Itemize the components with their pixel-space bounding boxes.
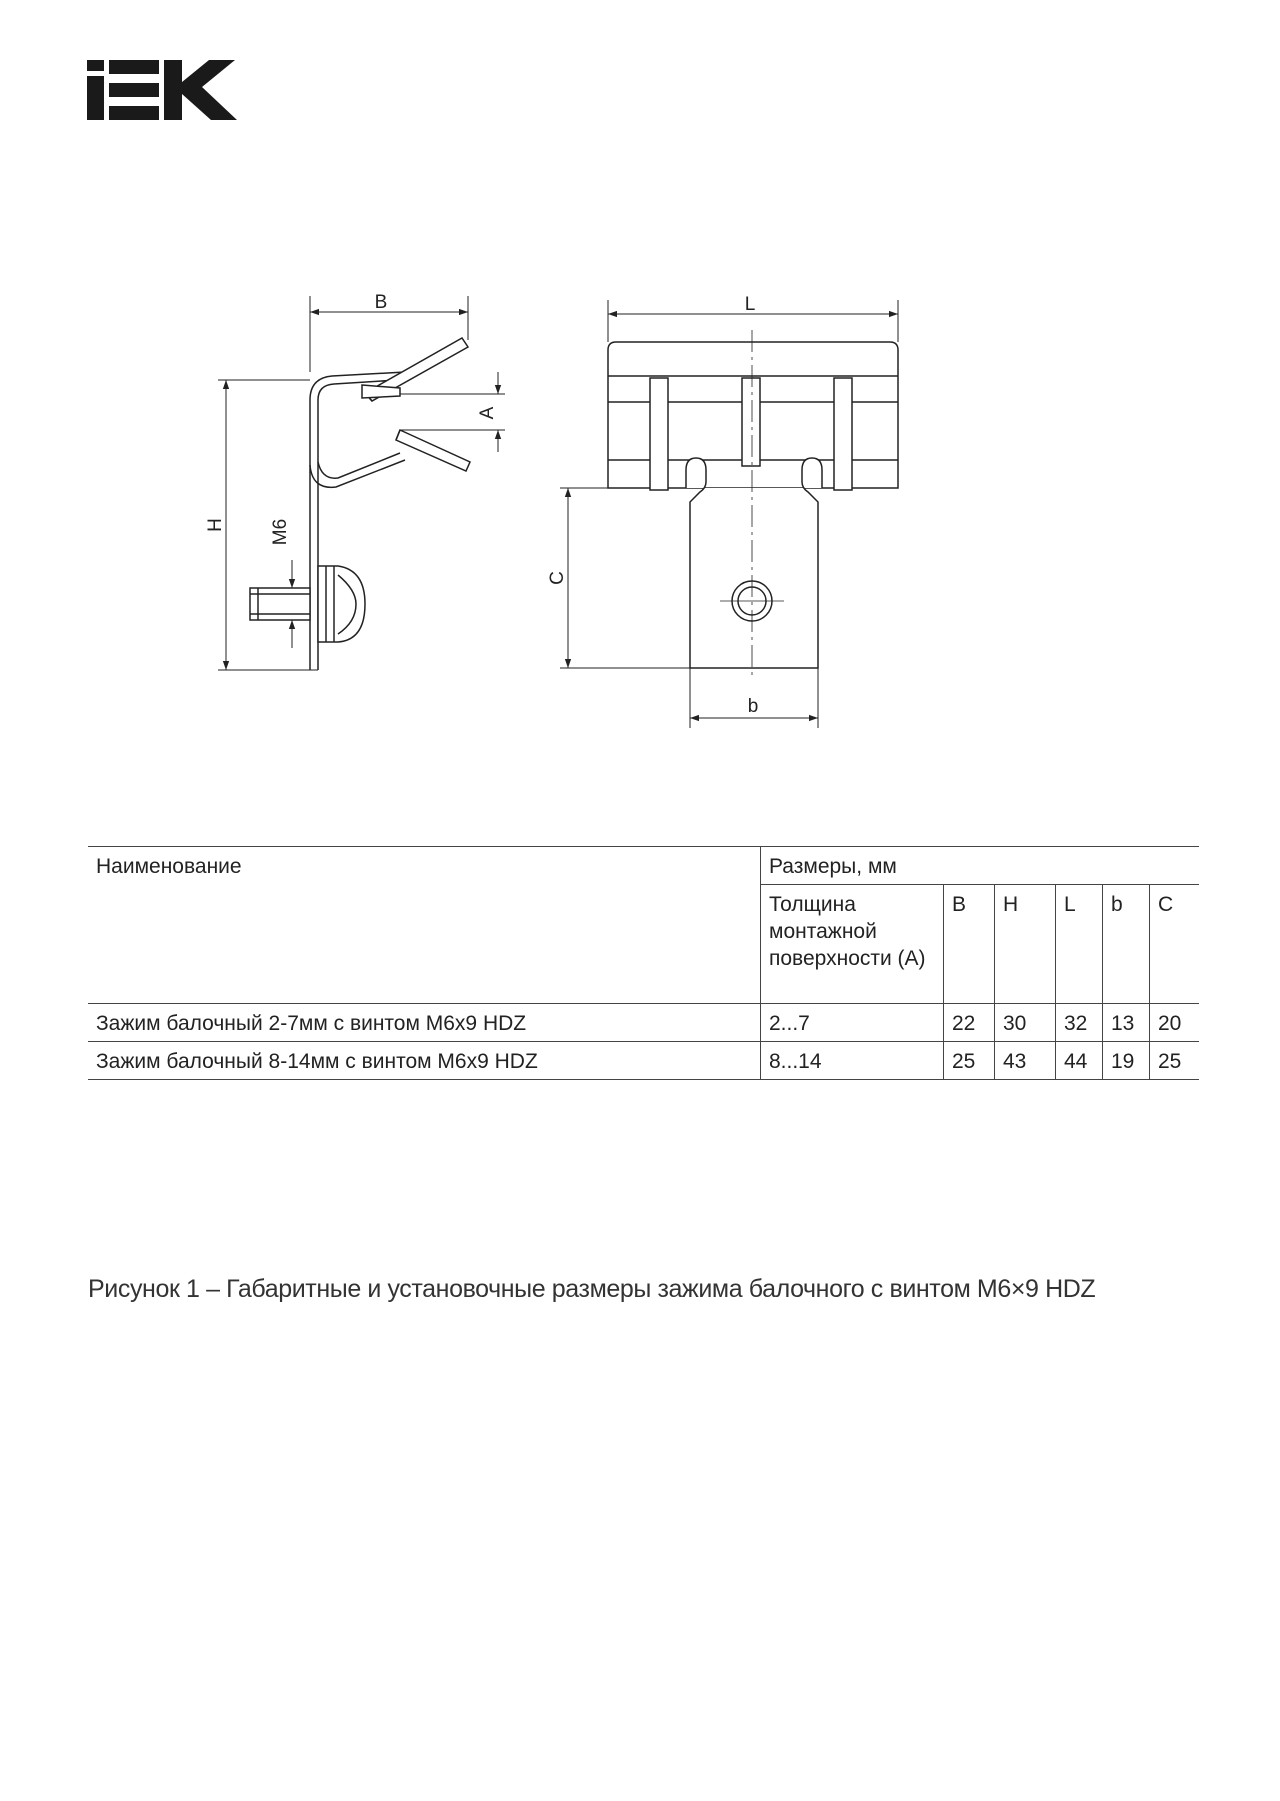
header-col-h: H — [995, 885, 1056, 1004]
header-col-c: C — [1158, 893, 1174, 916]
header-thickness: Толщина монтажной поверхности (А) — [761, 885, 944, 1004]
row-value-c: 20 — [1158, 1012, 1182, 1035]
row-value-b-small: 19 — [1103, 1042, 1150, 1080]
row-value-l: 32 — [1056, 1004, 1103, 1042]
dim-label-h: H — [205, 518, 226, 532]
row-thickness: 8...14 — [761, 1042, 944, 1080]
header-dims: Размеры, мм — [761, 847, 1200, 885]
table-row — [88, 1004, 1199, 1042]
table-row — [88, 1042, 1199, 1080]
dim-label-a: A — [477, 406, 498, 420]
dim-label-b-upper: B — [374, 292, 388, 313]
row-value-l: 44 — [1056, 1042, 1103, 1080]
header-name: Наименование — [88, 847, 761, 1004]
row-name: Зажим балочный 8-14мм с винтом М6х9 HDZ — [88, 1042, 761, 1080]
dim-label-l: L — [744, 294, 756, 315]
dim-label-b-lower: b — [747, 696, 759, 717]
row-value-b: 22 — [944, 1004, 995, 1042]
row-thickness: 2...7 — [761, 1004, 944, 1042]
header-col-b: B — [944, 885, 995, 1004]
row-value-b: 25 — [944, 1042, 995, 1080]
row-value-h: 30 — [995, 1004, 1056, 1042]
header-col-l: L — [1056, 885, 1103, 1004]
figure-caption: Рисунок 1 – Габаритные и установочные размеры зажима балочного с винтом М6×9 HDZ — [88, 1275, 1096, 1303]
dim-label-m6: M6 — [270, 518, 291, 546]
dimensions-table — [88, 846, 1199, 1080]
row-name: Зажим балочный 2-7мм с винтом М6х9 HDZ — [88, 1004, 761, 1042]
row-value-c: 25 — [1158, 1050, 1182, 1073]
row-value-h: 43 — [995, 1042, 1056, 1080]
row-value-b-small: 13 — [1103, 1004, 1150, 1042]
header-col-b-small: b — [1103, 885, 1150, 1004]
dim-label-c: C — [547, 571, 568, 585]
technical-drawing — [0, 0, 1280, 760]
